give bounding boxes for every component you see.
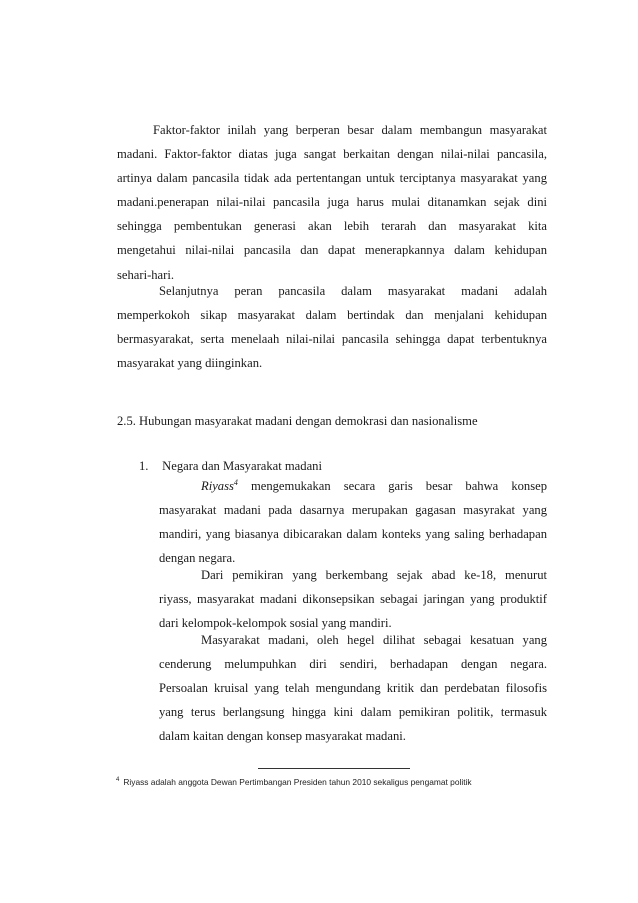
text-line: memperkokoh sikap masyarakat dalam bertindak dan menjalani kehidupan bbox=[117, 308, 547, 323]
text-line: mengetahui nilai-nilai pancasila dan dapat menerapkannya dalam kehidupan bbox=[117, 243, 547, 258]
list-number: 1. bbox=[139, 459, 149, 473]
paragraph-dari-pemikiran bbox=[159, 563, 547, 635]
footnote-text: Riyass adalah anggota Dewan Pertimbangan Presiden tahun 2010 sekaligus pengamat politik bbox=[123, 777, 472, 787]
section-heading-text: 2.5. Hubungan masyarakat madani dengan demokrasi dan nasionalisme bbox=[117, 414, 478, 428]
list-item-negara bbox=[139, 456, 322, 476]
text-line: madani. Faktor-faktor diatas juga sangat berkaitan dengan nilai-nilai pancasila, bbox=[117, 147, 547, 162]
text-line: dalam kaitan dengan konsep masyarakat madani. bbox=[159, 729, 406, 744]
text-line: bermasyarakat, serta menelaah nilai-nilai pancasila sehingga dapat terbentuknya bbox=[117, 332, 547, 347]
footnote-ref: 4 bbox=[233, 477, 238, 487]
paragraph-selanjutnya bbox=[117, 279, 547, 375]
text-line: dari kelompok-kelompok sosial yang mandiri. bbox=[159, 616, 392, 631]
text-line: Persoalan kruisal yang telah mengundang kritik dan perdebatan filosofis bbox=[159, 681, 547, 696]
text-fragment: mengemukakan secara garis besar bahwa konsep bbox=[250, 479, 547, 493]
text-line: cenderung melumpuhkan diri sendiri, berhadapan dengan negara. bbox=[159, 657, 547, 672]
paragraph-hegel bbox=[159, 628, 547, 748]
footnote-mark: 4 bbox=[116, 777, 120, 784]
author-name: Riyass bbox=[201, 479, 234, 493]
text-line: sehari-hari. bbox=[117, 267, 174, 282]
text-line: madani.penerapan nilai-nilai pancasila juga harus mulai ditanamkan sejak dini bbox=[117, 195, 547, 210]
text-line: riyass, masyarakat madani dikonsepsikan sebagai jaringan yang produktif bbox=[159, 592, 547, 607]
text-line: yang terus berlangsung hingga kini dalam pemikiran politik, termasuk bbox=[159, 705, 547, 720]
footnote-separator bbox=[258, 768, 410, 769]
text-line: Faktor-faktor inilah yang berperan besar dalam membangun masyarakat bbox=[153, 123, 547, 137]
list-title: Negara dan Masyarakat madani bbox=[162, 459, 322, 473]
text-line: mandiri, yang biasanya dibicarakan dalam konteks yang saling berhadapan bbox=[159, 527, 547, 542]
text-line: Selanjutnya peran pancasila dalam masyarakat madani adalah bbox=[159, 284, 547, 298]
text-line: dengan negara. bbox=[159, 551, 236, 566]
text-line: masyarakat yang diinginkan. bbox=[117, 356, 263, 371]
text-line: artinya dalam pancasila tidak ada pertentangan untuk terciptanya masyarakat yang bbox=[117, 171, 547, 186]
text-line: Dari pemikiran yang berkembang sejak abad ke-18, menurut bbox=[201, 568, 547, 582]
text-line bbox=[159, 474, 547, 498]
text-line: sehingga pembentukan generasi akan lebih terarah dan masyarakat kita bbox=[117, 219, 547, 234]
text-line: masyarakat madani pada dasarnya merupakan gagasan masyrakat yang bbox=[159, 503, 547, 518]
paragraph-faktor bbox=[117, 118, 547, 287]
paragraph-riyass bbox=[159, 474, 547, 570]
section-heading bbox=[117, 411, 478, 431]
footnote bbox=[116, 775, 472, 789]
text-line: Masyarakat madani, oleh hegel dilihat sebagai kesatuan yang bbox=[201, 633, 547, 647]
